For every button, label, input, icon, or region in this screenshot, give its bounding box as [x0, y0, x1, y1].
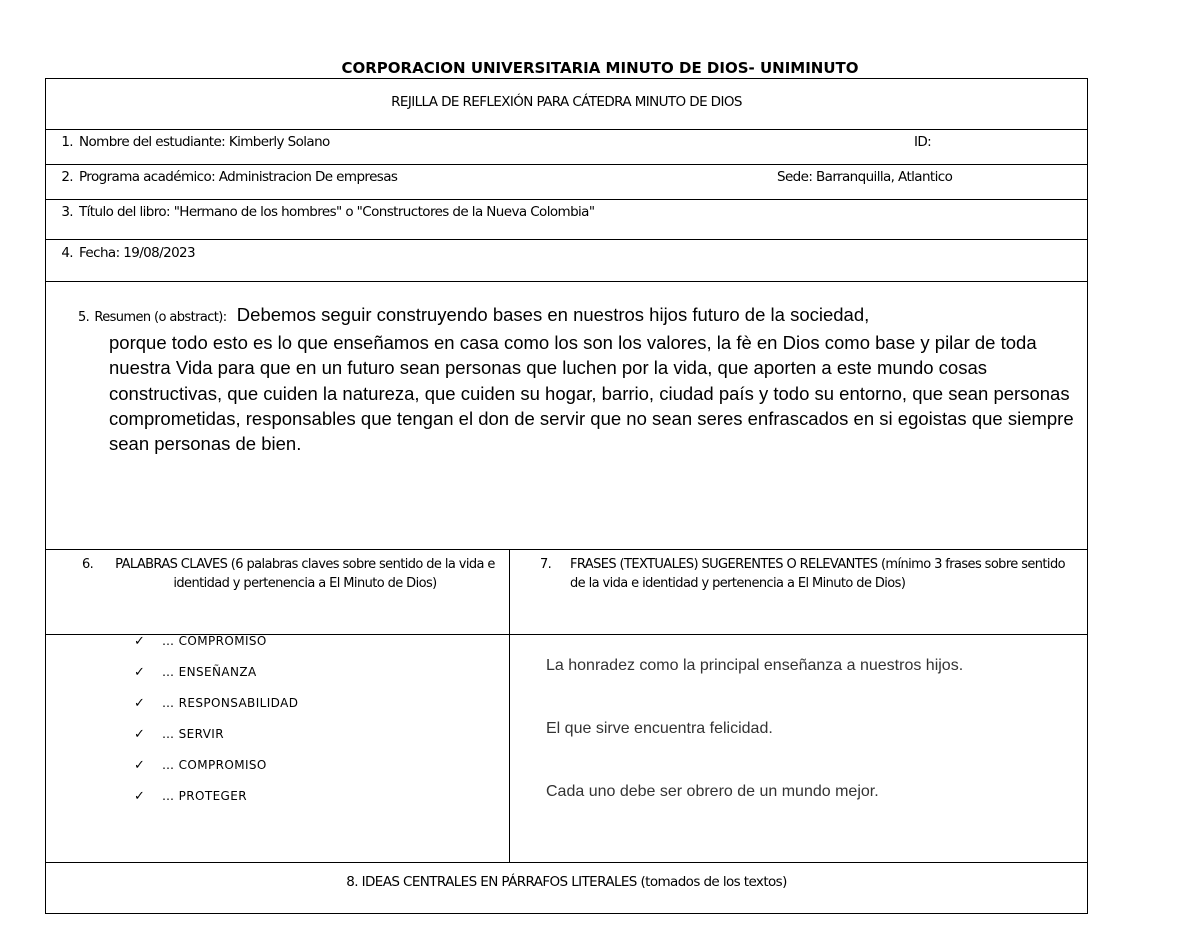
summary-label: Resumen (o abstract):: [94, 310, 227, 325]
student-name-field: [46, 134, 330, 150]
phrases-number: 7.: [540, 557, 552, 572]
keywords-list: [134, 634, 298, 820]
program-text: Programa académico: Administracion De empresas: [79, 169, 398, 185]
document-title: CORPORACION UNIVERSITARIA MINUTO DE DIOS- UNIMINUTO: [341, 59, 859, 77]
date-field: [46, 245, 195, 261]
keyword-text: … SERVIR: [162, 727, 224, 741]
student-name-text: Nombre del estudiante: Kimberly Solano: [79, 134, 330, 150]
checkmark-icon: ✓: [134, 696, 145, 711]
field-number: 4.: [61, 245, 73, 261]
column-divider: [509, 549, 510, 862]
book-title-text: Título del libro: "Hermano de los hombres" o "Constructores de la Nueva Colombia": [79, 204, 595, 220]
row-divider: [46, 199, 1087, 200]
ideas-header: 8. IDEAS CENTRALES EN PÁRRAFOS LITERALES (tomados de los textos): [346, 874, 787, 890]
id-label: ID:: [914, 134, 932, 150]
row-divider: [46, 281, 1087, 282]
row-divider: [46, 239, 1087, 240]
field-number: 2.: [61, 169, 73, 185]
checkmark-icon: ✓: [134, 727, 145, 742]
phrase-item: Cada uno debe ser obrero de un mundo mejor.: [546, 783, 879, 800]
date-text: Fecha: 19/08/2023: [79, 245, 196, 261]
summary-section: [78, 302, 1078, 456]
checkmark-icon: ✓: [134, 634, 145, 649]
summary-number: 5.: [78, 310, 90, 325]
row-divider: [46, 549, 1087, 550]
keyword-text: … RESPONSABILIDAD: [162, 696, 299, 710]
checkmark-icon: ✓: [134, 665, 145, 680]
keyword-item: [134, 789, 298, 820]
phrases-header: [540, 555, 1080, 593]
keyword-item: [134, 634, 298, 665]
phrases-header-text: FRASES (TEXTUALES) SUGERENTES O RELEVANTES (mínimo 3 frases sobre sentido de la vida e identidad y pertenencia a El Minuto de Dios): [570, 557, 1065, 591]
checkmark-icon: ✓: [134, 789, 145, 804]
row-divider: [46, 129, 1087, 130]
keyword-text: … PROTEGER: [162, 789, 247, 803]
keyword-item: [134, 696, 298, 727]
keyword-text: … COMPROMISO: [162, 634, 267, 648]
keyword-item: [134, 665, 298, 696]
phrase-item: El que sirve encuentra felicidad.: [546, 720, 773, 737]
phrase-item: La honradez como la principal enseñanza a nuestros hijos.: [546, 657, 964, 674]
row-divider: [46, 862, 1087, 863]
keyword-item: [134, 727, 298, 758]
field-number: 1.: [61, 134, 73, 150]
keywords-header-text: PALABRAS CLAVES (6 palabras claves sobre sentido de la vida e identidad y pertenencia a El Minuto de Dios): [115, 557, 495, 591]
sede-field: Sede: Barranquilla, Atlantico: [777, 169, 953, 185]
field-number: 3.: [61, 204, 73, 220]
keywords-header: [82, 555, 502, 593]
summary-text: porque todo esto es lo que enseñamos en casa como los son los valores, la fè en Dios como base y pilar de toda nuestra Vida para que en un futuro sean personas que luchen por la vida, que aporten a este mundo cosas constructivas, que cuiden la natureza, que cuiden su hogar, barrio, ciudad país y todo su entorno, que sean personas comprometidas, responsables que tengan el don de servir que no sean seres enfrascados en si egoistas que siempre sean personas de bien.: [109, 332, 1074, 455]
checkmark-icon: ✓: [134, 758, 145, 773]
keywords-number: 6.: [82, 557, 94, 572]
reflection-form: [45, 78, 1088, 914]
summary-first-line: [78, 302, 1078, 330]
book-title-field: [46, 204, 594, 220]
keyword-text: … ENSEÑANZA: [162, 665, 257, 679]
program-field: [46, 169, 397, 185]
keyword-item: [134, 758, 298, 789]
keyword-text: … COMPROMISO: [162, 758, 267, 772]
form-subtitle: REJILLA DE REFLEXIÓN PARA CÁTEDRA MINUTO DE DIOS: [391, 94, 742, 110]
summary-first-text: Debemos seguir construyendo bases en nuestros hijos futuro de la sociedad,: [236, 304, 870, 325]
row-divider: [46, 164, 1087, 165]
